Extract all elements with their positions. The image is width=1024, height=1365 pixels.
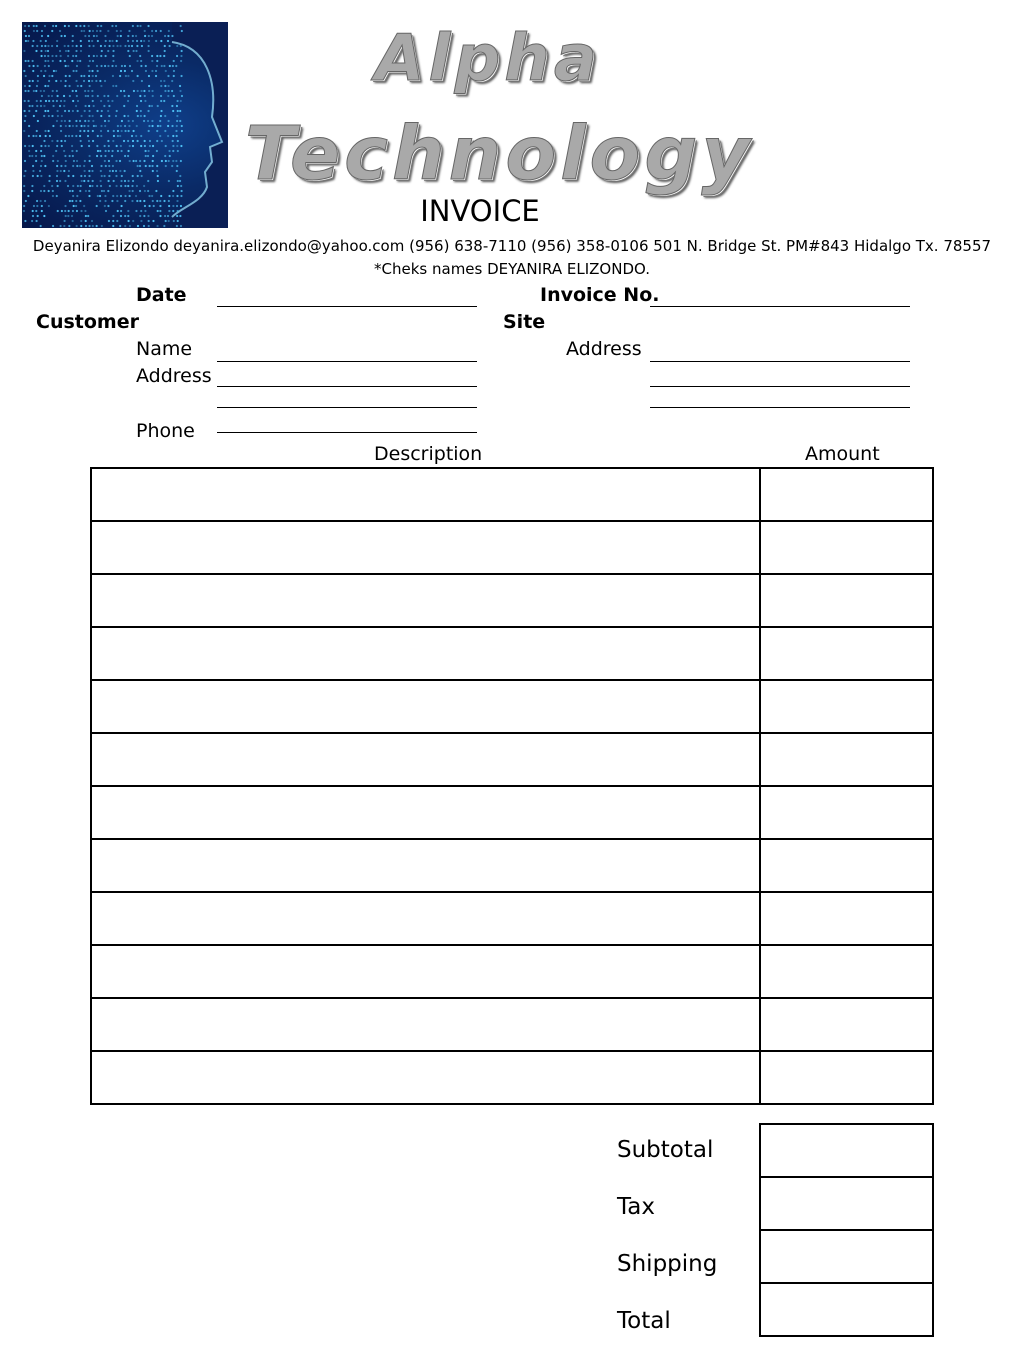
amount-cell[interactable] bbox=[760, 521, 933, 574]
contact-line: Deyanira Elizondo deyanira.elizondo@yahoo.com (956) 638-7110 (956) 358-0106 501 N. Bridge St. PM#843 Hidalgo Tx. 78557 bbox=[32, 237, 992, 255]
site-heading: Site bbox=[503, 311, 546, 333]
description-cell[interactable] bbox=[91, 786, 760, 839]
customer-name-field-line[interactable] bbox=[217, 361, 477, 362]
table-row bbox=[91, 839, 933, 892]
description-cell[interactable] bbox=[91, 892, 760, 945]
totals-table bbox=[759, 1123, 934, 1337]
site-address-field-line-1[interactable] bbox=[650, 361, 910, 362]
amount-cell[interactable] bbox=[760, 892, 933, 945]
amount-cell[interactable] bbox=[760, 945, 933, 998]
table-row bbox=[91, 998, 933, 1051]
phone-field-line[interactable] bbox=[217, 432, 477, 433]
description-cell[interactable] bbox=[91, 680, 760, 733]
amount-cell[interactable] bbox=[760, 627, 933, 680]
checks-note: *Cheks names DEYANIRA ELIZONDO. bbox=[374, 260, 650, 278]
description-cell[interactable] bbox=[91, 468, 760, 521]
table-row bbox=[91, 892, 933, 945]
date-field-line[interactable] bbox=[217, 306, 477, 307]
amount-cell[interactable] bbox=[760, 839, 933, 892]
total-label: Total bbox=[617, 1308, 671, 1334]
amount-cell[interactable] bbox=[760, 574, 933, 627]
subtotal-cell[interactable] bbox=[760, 1124, 933, 1177]
amount-cell[interactable] bbox=[760, 786, 933, 839]
tax-label: Tax bbox=[617, 1194, 655, 1220]
amount-cell[interactable] bbox=[760, 998, 933, 1051]
table-row bbox=[91, 733, 933, 786]
description-cell[interactable] bbox=[91, 998, 760, 1051]
invoice-title: INVOICE bbox=[420, 194, 540, 228]
amount-cell[interactable] bbox=[760, 733, 933, 786]
amount-cell[interactable] bbox=[760, 1051, 933, 1104]
site-address-field-line-3[interactable] bbox=[650, 407, 910, 408]
table-row bbox=[91, 786, 933, 839]
site-address-field-line-2[interactable] bbox=[650, 386, 910, 387]
customer-address-field-line-1[interactable] bbox=[217, 386, 477, 387]
shipping-cell[interactable] bbox=[760, 1230, 933, 1283]
brand-line-2: Technology bbox=[245, 111, 754, 197]
table-row bbox=[91, 1051, 933, 1104]
amount-header: Amount bbox=[805, 443, 880, 465]
date-label: Date bbox=[136, 284, 187, 306]
customer-address-label: Address bbox=[136, 365, 212, 387]
phone-label: Phone bbox=[136, 420, 195, 442]
customer-heading: Customer bbox=[36, 311, 139, 333]
customer-name-label: Name bbox=[136, 338, 193, 360]
description-cell[interactable] bbox=[91, 574, 760, 627]
site-address-label: Address bbox=[566, 338, 642, 360]
table-row bbox=[91, 521, 933, 574]
amount-cell[interactable] bbox=[760, 468, 933, 521]
description-cell[interactable] bbox=[91, 1051, 760, 1104]
table-row bbox=[91, 574, 933, 627]
brand-line-1: Alpha bbox=[375, 22, 602, 96]
description-cell[interactable] bbox=[91, 733, 760, 786]
tax-cell[interactable] bbox=[760, 1177, 933, 1230]
description-cell[interactable] bbox=[91, 521, 760, 574]
invoice-no-field-line[interactable] bbox=[650, 306, 910, 307]
table-row bbox=[91, 627, 933, 680]
total-cell[interactable] bbox=[760, 1283, 933, 1336]
amount-cell[interactable] bbox=[760, 680, 933, 733]
description-cell[interactable] bbox=[91, 627, 760, 680]
line-items-table bbox=[90, 467, 934, 1105]
table-row bbox=[91, 468, 933, 521]
customer-address-field-line-2[interactable] bbox=[217, 407, 477, 408]
subtotal-label: Subtotal bbox=[617, 1137, 714, 1163]
table-row bbox=[91, 680, 933, 733]
description-cell[interactable] bbox=[91, 945, 760, 998]
invoice-no-label: Invoice No. bbox=[540, 284, 660, 306]
table-row bbox=[91, 945, 933, 998]
description-header: Description bbox=[374, 443, 483, 465]
description-cell[interactable] bbox=[91, 839, 760, 892]
shipping-label: Shipping bbox=[617, 1251, 718, 1277]
